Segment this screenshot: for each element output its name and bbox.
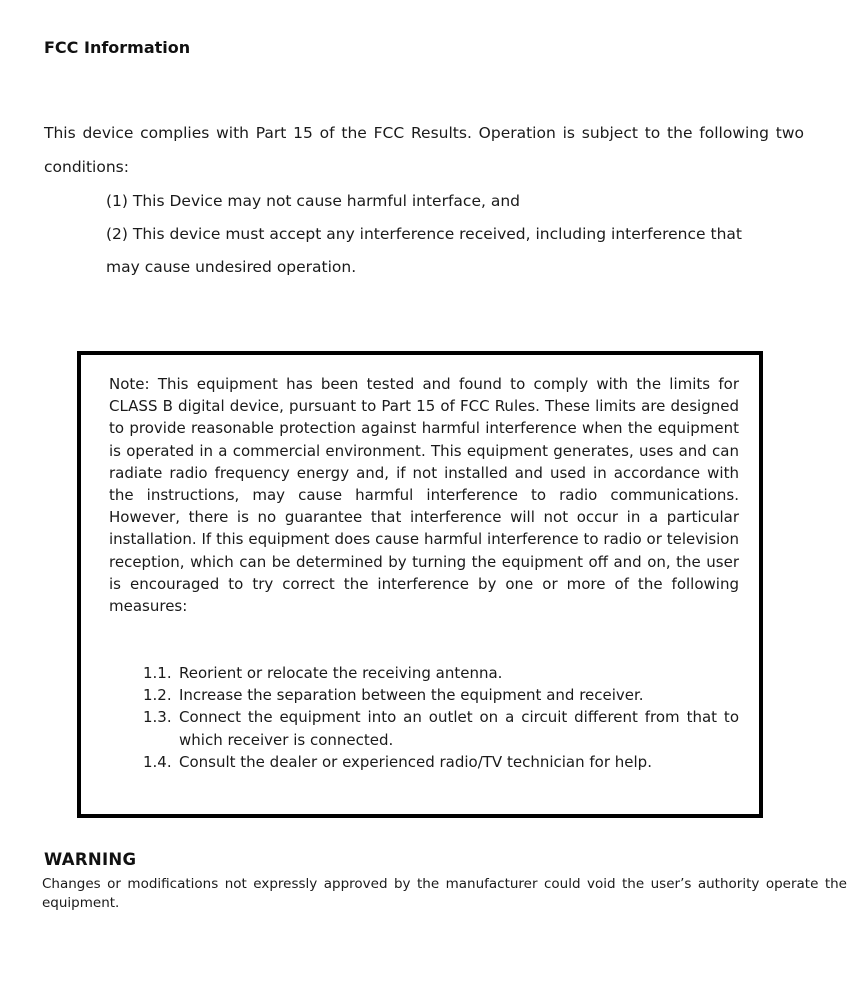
- measure-item: [109, 662, 739, 684]
- measure-number: 1.4.: [143, 752, 172, 771]
- condition-item: (2) This device must accept any interference received, including interference that may cause undesired operation.: [106, 225, 742, 276]
- fcc-compliance-intro: This device complies with Part 15 of the FCC Results. Operation is subject to the following two conditions:: [44, 124, 804, 176]
- measure-number: 1.1.: [143, 664, 172, 682]
- fcc-information-heading: FCC Information: [44, 38, 191, 57]
- measure-number: 1.3.: [143, 708, 172, 727]
- measure-item: [109, 751, 739, 773]
- measure-text: Connect the equipment into an outlet on a circuit different from that to which receiver is connected.: [179, 708, 739, 749]
- measure-item: [109, 706, 739, 750]
- measure-text: Increase the separation between the equipment and receiver.: [179, 686, 644, 705]
- conditions-list: [106, 185, 766, 284]
- warning-text: Changes or modifications not expressly approved by the manufacturer could void the user’s authority operate the equipment.: [42, 876, 847, 911]
- measure-text: Consult the dealer or experienced radio/TV technician for help.: [179, 752, 652, 771]
- note-box: [77, 351, 763, 818]
- measure-number: 1.2.: [143, 686, 172, 705]
- measure-text: Reorient or relocate the receiving antenna.: [179, 664, 503, 682]
- measure-item: [109, 684, 739, 706]
- note-text: Note: This equipment has been tested and found to comply with the limits for CLASS B digital device, pursuant to Part 15 of FCC Rules. These limits are designed to provide reasonable protection against harmful interference when the equipment is operated in a commercial environment. This equipment generates, uses and can radiate radio frequency energy and, if not installed and used in accordance with the instructions, may cause harmful interference to radio communications. However, there is no guarantee that interference will not occur in a particular installation. If this equipment does cause harmful interference to radio or television reception, which can be determined by turning the equipment off and on, the user is encouraged to try correct the interference by one or more of the following measures:: [109, 375, 739, 616]
- measures-list: [109, 662, 739, 773]
- condition-item: (1) This Device may not cause harmful interface, and: [106, 192, 520, 210]
- warning-heading: WARNING: [44, 850, 137, 869]
